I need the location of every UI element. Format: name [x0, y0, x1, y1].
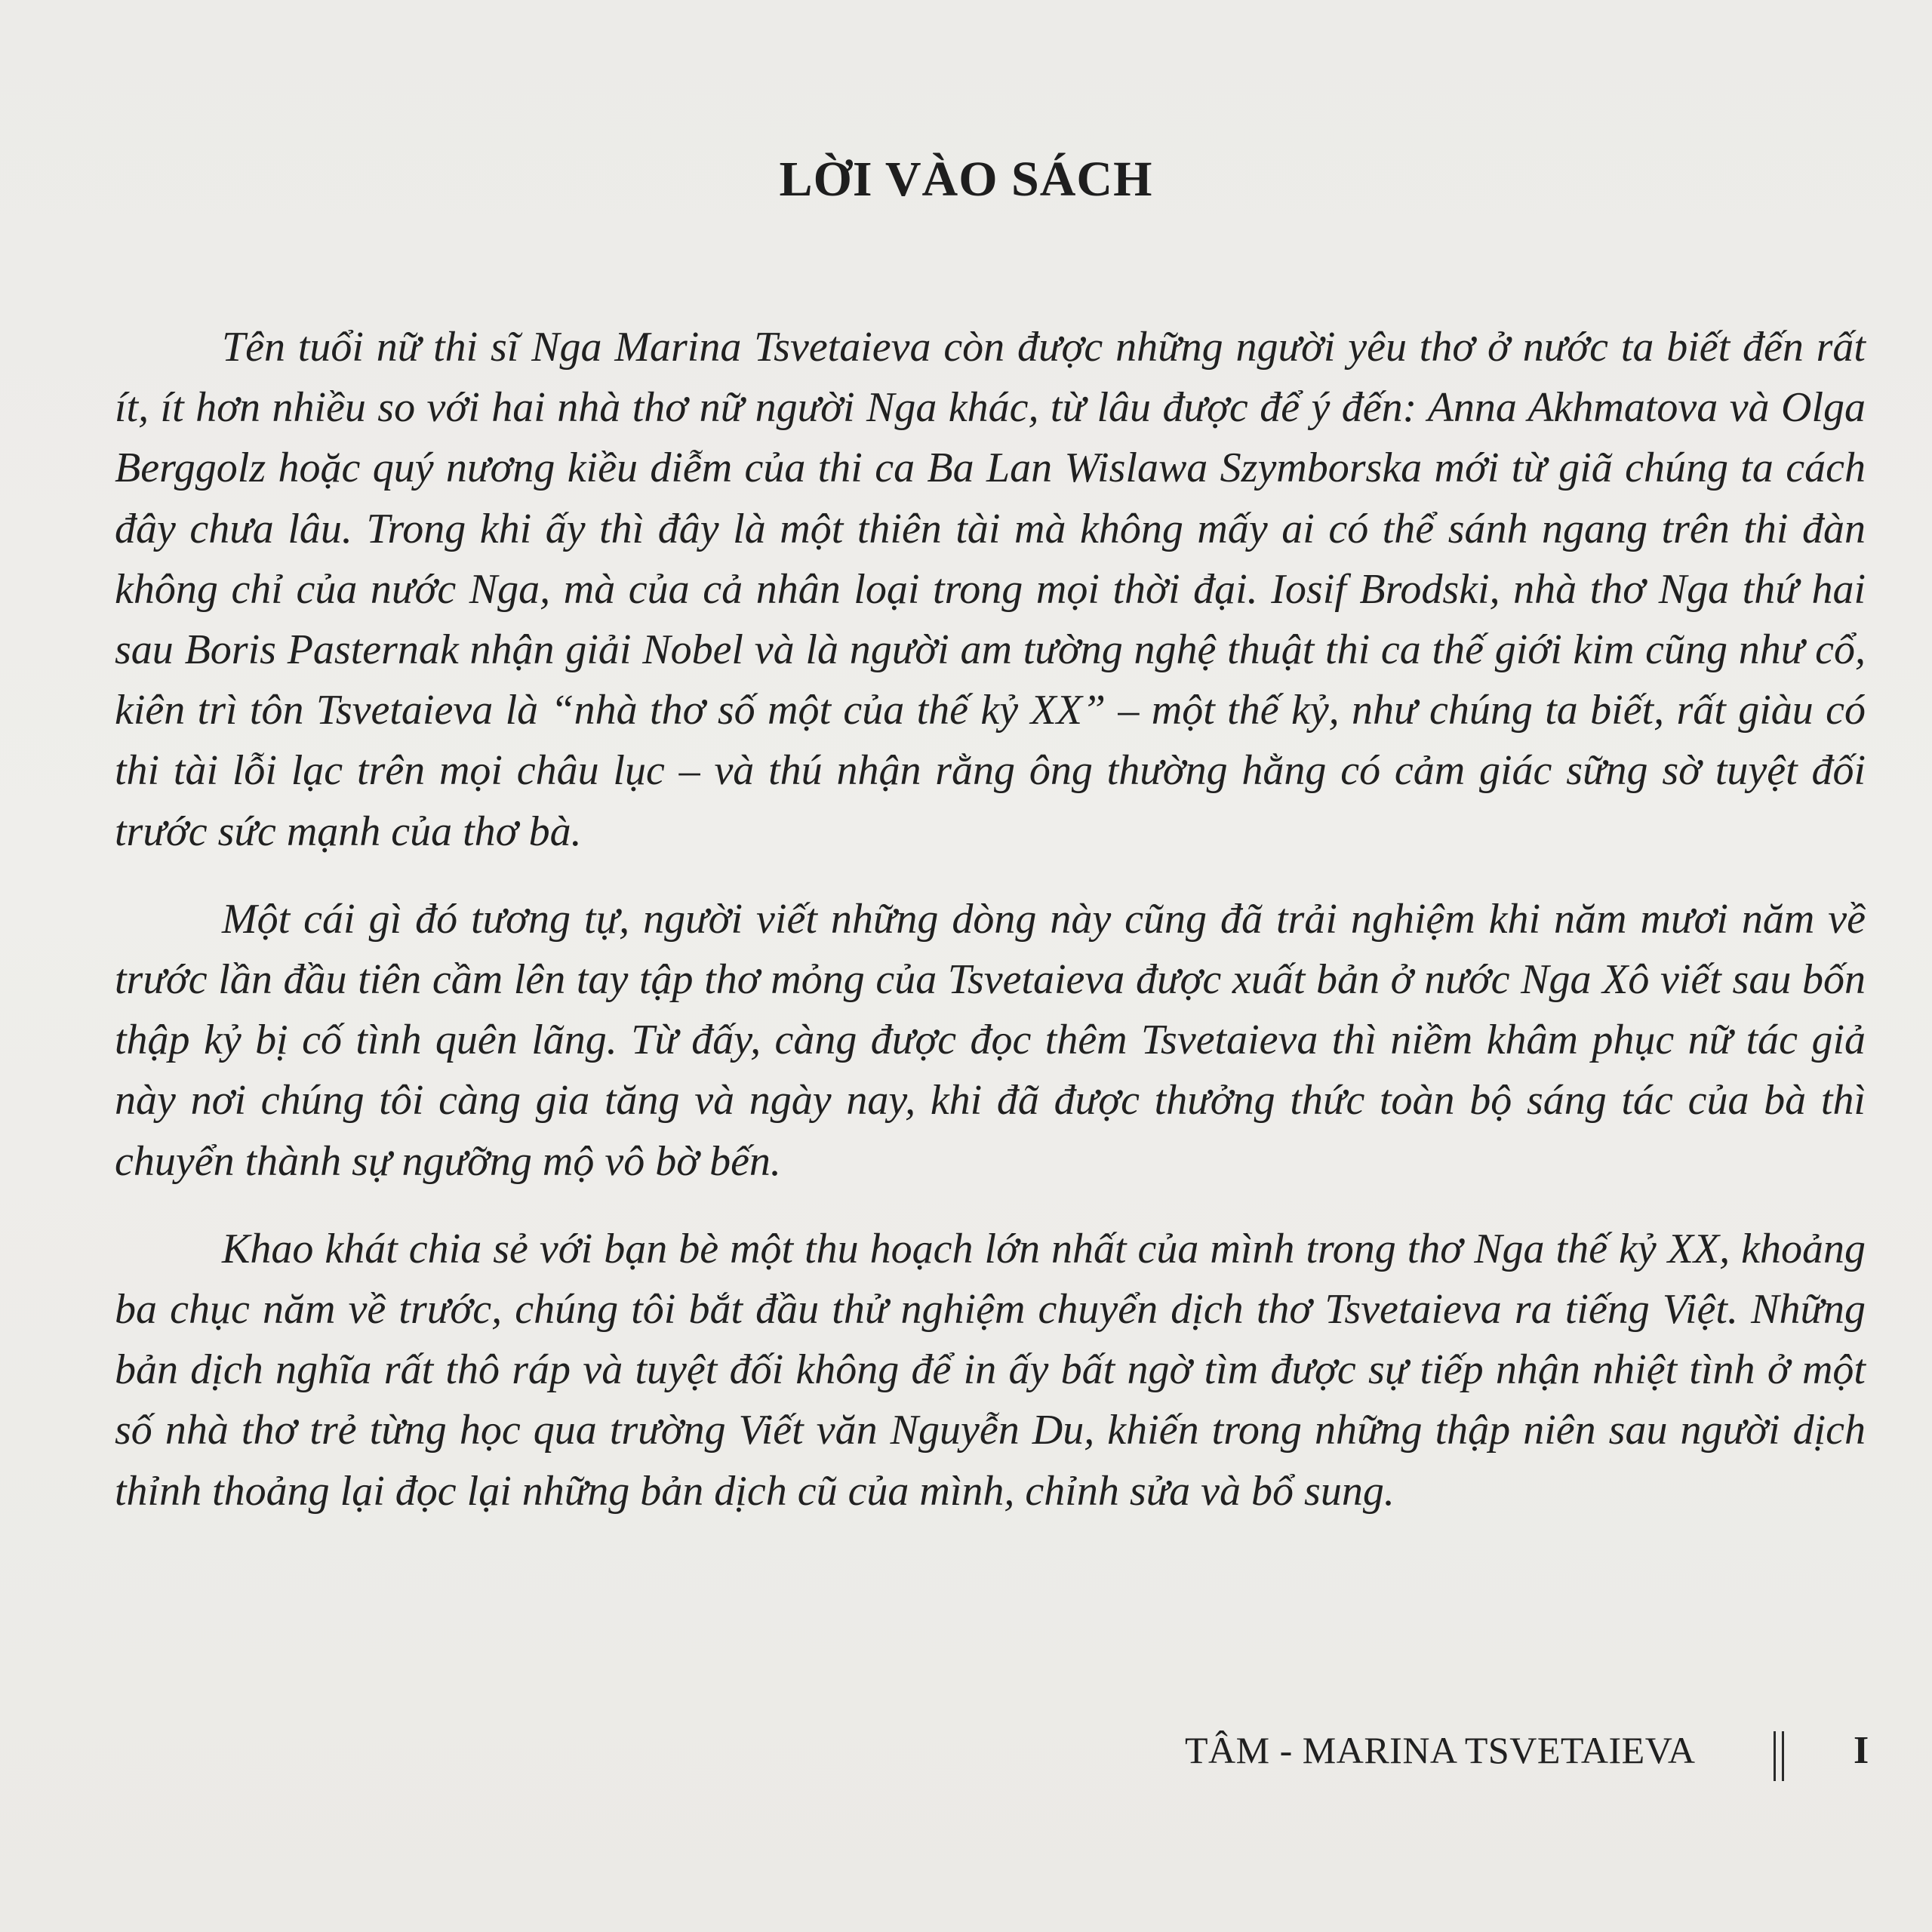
- paragraph-3: Khao khát chia sẻ với bạn bè một thu hoạch lớn nhất của mình trong thơ Nga thế kỷ XX, khoảng ba chục năm về trước, chúng tôi bắt đầu thử nghiệm chuyển dịch thơ Tsvetaieva ra tiếng Việt. Những bản dịch nghĩa rất thô ráp và tuyệt đối không để in ấy bất ngờ tìm được sự tiếp nhận nhiệt tình ở một số nhà thơ trẻ từng học qua trường Viết văn Nguyễn Du, khiến trong những thập niên sau người dịch thỉnh thoảng lại đọc lại những bản dịch cũ của mình, chỉnh sửa và bổ sung.: [115, 1225, 1866, 1515]
- body-text: [115, 317, 1866, 1549]
- paragraph-1: Tên tuổi nữ thi sĩ Nga Marina Tsvetaieva còn được những người yêu thơ ở nước ta biết đến rất ít, ít hơn nhiều so với hai nhà thơ nữ người Nga khác, từ lâu được để ý đến: Anna Akhmatova và Olga Berggolz hoặc quý nương kiều diễm của thi ca Ba Lan Wislawa Szymborska mới từ giã chúng ta cách đây chưa lâu. Trong khi ấy thì đây là một thiên tài mà không mấy ai có thể sánh ngang trên thi đàn không chỉ của nước Nga, mà của cả nhân loại trong mọi thời đại. Iosif Brodski, nhà thơ Nga thứ hai sau Boris Pasternak nhận giải Nobel và là người am tường nghệ thuật thi ca thế giới kim cũng như cổ, kiên trì tôn Tsvetaieva là “nhà thơ số một của thế kỷ XX” – một thế kỷ, như chúng ta biết, rất giàu có thi tài lỗi lạc trên mọi châu lục – và thú nhận rằng ông thường hằng có cảm giác sững sờ tuyệt đối trước sức mạnh của thơ bà.: [115, 324, 1866, 855]
- page-title: LỜI VÀO SÁCH: [779, 152, 1153, 207]
- running-title: TÂM - MARINA TSVETAIEVA: [1185, 1729, 1696, 1771]
- page-number: I: [1854, 1729, 1869, 1772]
- paragraph-2: Một cái gì đó tương tự, người viết những dòng này cũng đã trải nghiệm khi năm mươi năm về trước lần đầu tiên cầm lên tay tập thơ mỏng của Tsvetaieva được xuất bản ở nước Nga Xô viết sau bốn thập kỷ bị cố tình quên lãng. Từ đấy, càng được đọc thêm Tsvetaieva thì niềm khâm phục nữ tác giả này nơi chúng tôi càng gia tăng và ngày nay, khi đã được thưởng thức toàn bộ sáng tác của bà thì chuyển thành sự ngưỡng mộ vô bờ bến.: [115, 895, 1866, 1185]
- double-bar-divider: [1774, 1731, 1787, 1781]
- page-footer: [1177, 1728, 1879, 1789]
